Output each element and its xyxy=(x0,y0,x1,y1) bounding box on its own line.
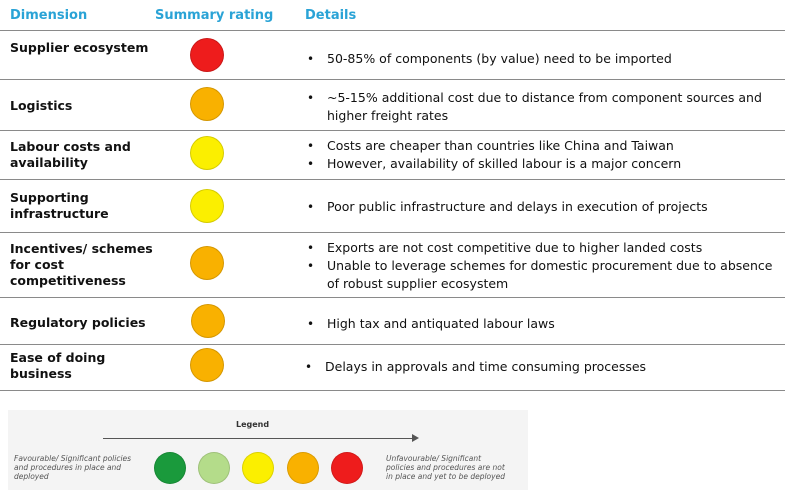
dimension-label: Supporting infrastructure xyxy=(10,190,109,221)
dimension-label: Ease of doing business xyxy=(10,350,106,381)
dimension-label: Logistics xyxy=(10,98,73,113)
detail-item: • Exports are not cost competitive due to higher landed costs xyxy=(305,239,783,257)
rating-indicator xyxy=(190,348,224,382)
legend-title: Legend xyxy=(236,420,270,429)
rating-indicator xyxy=(190,136,224,170)
detail-item: • ~5-15% additional cost due to distance from component sources and higher freight rates xyxy=(305,89,783,125)
header-dimension: Dimension xyxy=(10,8,88,23)
legend-dot-green xyxy=(154,452,186,484)
legend-dot-yellow xyxy=(242,452,274,484)
table-row xyxy=(0,233,785,298)
legend-unfavourable-text: Unfavourable/ Significant policies and procedures are not in place and yet to be deployed xyxy=(386,454,505,481)
details-list xyxy=(305,198,783,216)
details-list xyxy=(305,315,783,333)
legend-dot-amber xyxy=(287,452,319,484)
legend xyxy=(8,410,528,490)
details-list xyxy=(305,89,783,125)
dimension-label: Supplier ecosystem xyxy=(10,40,149,55)
detail-item: • Unable to leverage schemes for domestic procurement due to absence of robust supplier ecosystem xyxy=(305,257,783,293)
detail-item: • 50-85% of components (by value) need to be imported xyxy=(305,50,783,68)
dimension-label: Regulatory policies xyxy=(10,315,146,330)
detail-item: • Poor public infrastructure and delays in execution of projects xyxy=(305,198,783,216)
detail-item: • However, availability of skilled labour is a major concern xyxy=(305,155,783,173)
details-list xyxy=(305,239,783,293)
table-row xyxy=(0,298,785,345)
dimension-label: Labour costs and availability xyxy=(10,139,131,170)
rating-indicator xyxy=(191,304,225,338)
table-row xyxy=(0,80,785,131)
legend-dot-light-green xyxy=(198,452,230,484)
detail-item: • Delays in approvals and time consuming processes xyxy=(303,358,781,376)
table-row xyxy=(0,180,785,233)
header-summary-rating: Summary rating xyxy=(155,8,274,23)
details-list xyxy=(305,137,783,173)
rating-indicator xyxy=(190,87,224,121)
detail-item: • High tax and antiquated labour laws xyxy=(305,315,783,333)
rating-indicator xyxy=(190,246,224,280)
rating-indicator xyxy=(190,38,224,72)
header-details: Details xyxy=(305,8,357,23)
table-row xyxy=(0,345,785,391)
table-header xyxy=(0,0,785,31)
legend-dot-red xyxy=(331,452,363,484)
detail-item: • Costs are cheaper than countries like China and Taiwan xyxy=(305,137,783,155)
details-list xyxy=(303,358,781,376)
dimension-label: Incentives/ schemes for cost competitiveness xyxy=(10,241,153,288)
legend-arrow-icon xyxy=(103,438,413,439)
details-list xyxy=(305,50,783,68)
table-row xyxy=(0,131,785,180)
rating-indicator xyxy=(190,189,224,223)
legend-favourable-text: Favourable/ Significant policies and procedures in place and deployed xyxy=(14,454,132,481)
table-row xyxy=(0,31,785,80)
